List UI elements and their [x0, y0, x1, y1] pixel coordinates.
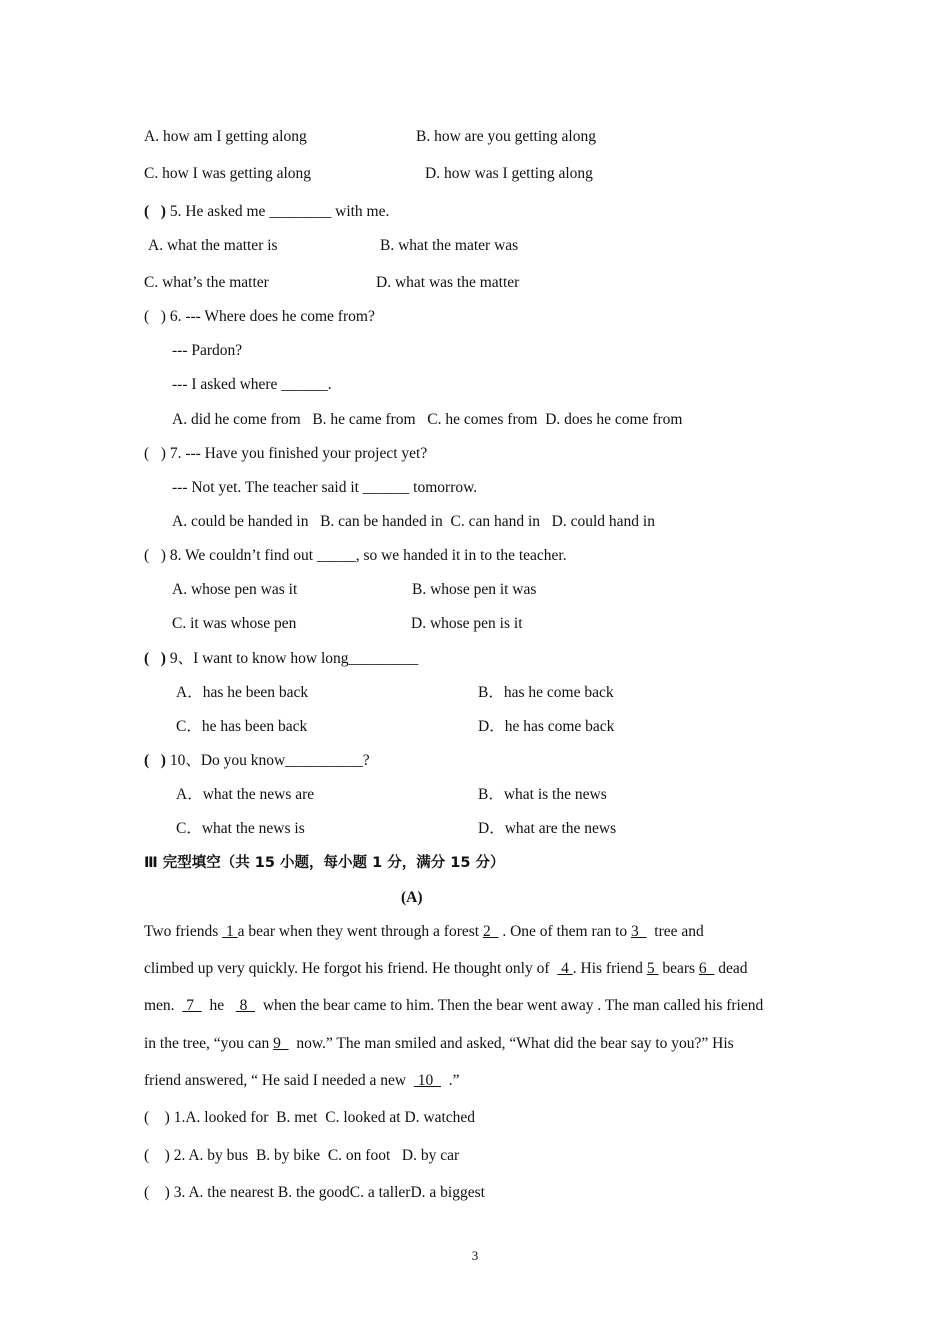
- page-number: 3: [471, 1248, 479, 1263]
- q10-option-c: C．what the news is: [176, 820, 305, 837]
- q10-stem: [144, 751, 370, 771]
- blank-9: 9: [273, 1035, 289, 1052]
- blank-10: 10: [413, 1072, 441, 1089]
- q9-option-a: A．has he been back: [176, 684, 309, 701]
- q9-text: 9、I want to know how long_________: [165, 650, 419, 667]
- q5-option-b: B. what the mater was: [380, 237, 519, 254]
- answer-paren: ( ): [144, 650, 166, 667]
- passage-line: men. 7 he 8 when the bear came to him. Then the bear went away . The man called his friend: [144, 997, 764, 1014]
- q10-option-d: D．what are the news: [478, 820, 617, 837]
- q9-stem: [144, 649, 418, 669]
- q4-option-a: A. how am I getting along: [144, 128, 307, 145]
- q5-option-c: C. what’s the matter: [144, 274, 269, 291]
- q5-text: 5. He asked me ________ with me.: [165, 203, 390, 220]
- passage-line: climbed up very quickly. He forgot his friend. He thought only of 4 . His friend 5 bears 6 dead: [144, 960, 748, 977]
- cloze-question-3: ( ) 3. A. the nearest B. the goodC. a tallerD. a biggest: [144, 1184, 485, 1201]
- q6-dialogue-3: --- I asked where ______.: [172, 376, 332, 393]
- blank-2: 2: [482, 923, 499, 940]
- section-heading: Ⅲ 完型填空（共 15 小题，每小题 1 分，满分 15 分）: [144, 855, 505, 871]
- q8-option-a: A. whose pen was it: [172, 581, 298, 598]
- q7-dialogue-2: --- Not yet. The teacher said it ______ tomorrow.: [172, 479, 478, 496]
- q6-stem: ( ) 6. --- Where does he come from?: [144, 308, 375, 325]
- q5-stem: [144, 202, 389, 222]
- q4-option-d: D. how was I getting along: [425, 165, 593, 182]
- q9-option-b: B．has he come back: [478, 684, 614, 701]
- q7-options: A. could be handed in B. can be handed in C. can hand in D. could hand in: [172, 513, 655, 530]
- q4-option-b: B. how are you getting along: [416, 128, 596, 145]
- q5-option-a: A. what the matter is: [148, 237, 278, 254]
- q6-dialogue-2: --- Pardon?: [172, 342, 243, 359]
- q8-option-d: D. whose pen is it: [411, 615, 523, 632]
- q10-text: 10、Do you know__________?: [165, 752, 370, 769]
- blank-3: 3: [631, 923, 647, 940]
- passage-line: in the tree, “you can 9 now.” The man smiled and asked, “What did the bear say to you?” His: [144, 1035, 734, 1052]
- answer-paren: ( ): [144, 752, 166, 769]
- q9-option-c: C．he has been back: [176, 718, 308, 735]
- section-subheading: (A): [401, 889, 423, 906]
- q9-option-d: D．he has come back: [478, 718, 615, 735]
- q5-option-d: D. what was the matter: [376, 274, 520, 291]
- cloze-question-1: ( ) 1.A. looked for B. met C. looked at D. watched: [144, 1109, 476, 1126]
- passage-line: Two friends 1 a bear when they went through a forest 2 . One of them ran to 3 tree and: [144, 923, 704, 940]
- q8-stem: ( ) 8. We couldn’t find out _____, so we handed it in to the teacher.: [144, 547, 567, 564]
- blank-1: 1: [222, 923, 238, 940]
- cloze-question-2: ( ) 2. A. by bus B. by bike C. on foot D. by car: [144, 1147, 460, 1164]
- q8-option-c: C. it was whose pen: [172, 615, 297, 632]
- blank-7: 7: [182, 997, 202, 1014]
- blank-6: 6: [698, 960, 715, 977]
- answer-paren: ( ): [144, 203, 166, 220]
- blank-8: 8: [235, 997, 256, 1014]
- q10-option-b: B．what is the news: [478, 786, 607, 803]
- blank-4: 4: [557, 960, 573, 977]
- blank-5: 5: [646, 960, 659, 977]
- passage-line: friend answered, “ He said I needed a new 10 .”: [144, 1072, 460, 1089]
- q4-option-c: C. how I was getting along: [144, 165, 312, 182]
- q6-options: A. did he come from B. he came from C. he comes from D. does he come from: [172, 411, 683, 428]
- q10-option-a: A．what the news are: [176, 786, 315, 803]
- q7-stem: ( ) 7. --- Have you finished your project yet?: [144, 445, 428, 462]
- q8-option-b: B. whose pen it was: [412, 581, 537, 598]
